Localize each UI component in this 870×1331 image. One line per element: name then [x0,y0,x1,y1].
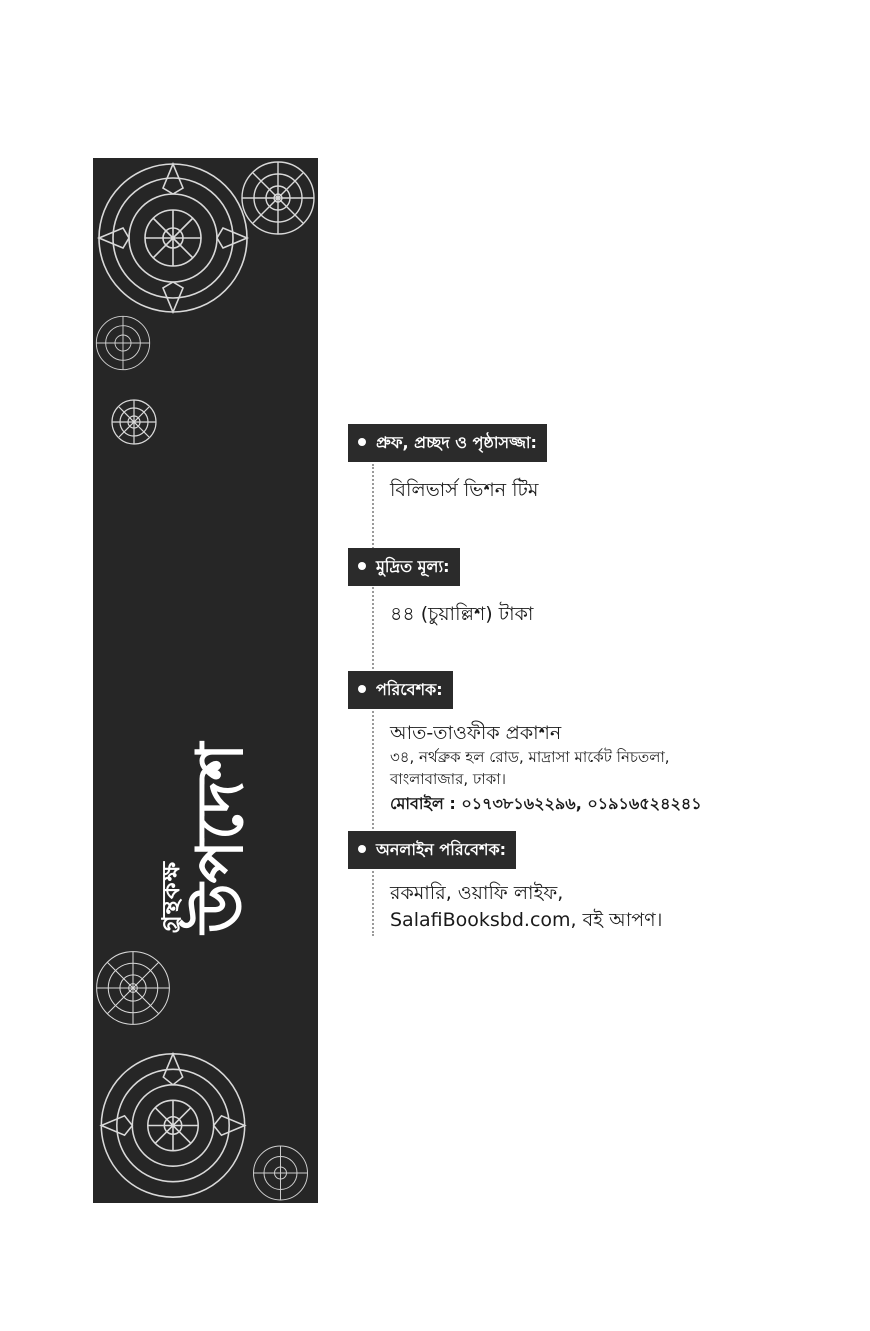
bullet-icon [358,685,366,693]
section-label: অনলাইন পরিবেশক: [348,831,516,869]
mandala-ornament-icon [238,158,318,238]
bullet-icon [358,438,366,446]
mandala-ornament-icon [93,298,153,388]
banner-main-title: উপদেশ [183,742,258,934]
mandala-ornament-icon [243,1143,318,1203]
bullet-icon [358,845,366,853]
mandala-ornament-icon [93,933,173,1043]
mandala-ornament-icon [108,396,160,448]
publisher-name: আত-তাওফীক প্রকাশন [390,722,562,744]
mandala-ornament-icon [93,158,253,318]
decorative-banner [93,158,318,1203]
section-value: SalafiBooksbd.com, বই আপণ। [390,909,663,931]
section-label: প্রুফ, প্রচ্ছদ ও পৃষ্ঠাসজ্জা: [348,424,547,462]
banner-subtitle: গ্রন্থকক্ষ [156,860,185,934]
section-online-distributor [348,831,663,931]
section-proof-cover [348,424,547,501]
address-line: ৩৪, নর্থব্রুক হল রোড, মাদ্রাসা মার্কেট নিচতলা, [390,748,670,766]
section-price [348,548,534,625]
address-line: বাংলাবাজার, ঢাকা। [390,770,506,788]
mandala-ornament-icon [93,1048,253,1203]
section-value: রকমারি, ওয়াফি লাইফ, [390,882,564,904]
section-label: মুদ্রিত মূল্য: [348,548,460,586]
mobile-numbers: মোবাইল : ০১৭৩৮১৬২২৯৬, ০১৯১৬৫২৪২৪১ [390,794,702,813]
section-label: পরিবেশক: [348,671,453,709]
banner-title [156,743,256,934]
section-value: বিলিভার্স ভিশন টিম [390,479,539,501]
section-distributor [348,671,702,813]
bullet-icon [358,562,366,570]
section-value: ৪৪ (চুয়াল্লিশ) টাকা [390,603,534,625]
